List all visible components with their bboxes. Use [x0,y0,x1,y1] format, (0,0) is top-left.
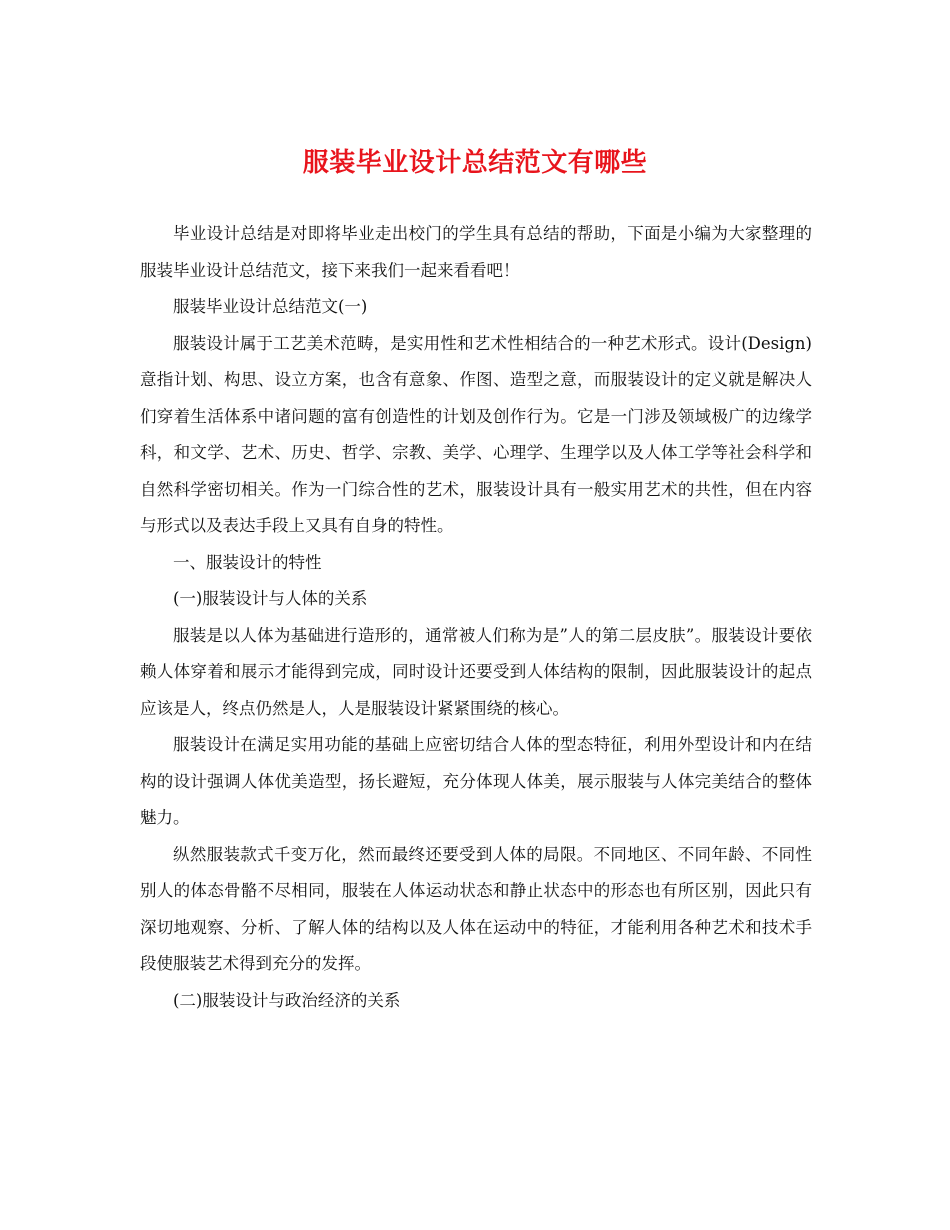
section-heading-1: 一、服装设计的特性 [173,552,322,572]
body-paragraph: 服装设计属于工艺美术范畴，是实用性和艺术性相结合的一种艺术形式。设计(Design)意指计划、构思、设立方案，也含有意象、作图、造型之意，而服装设计的定义就是解决人们穿着生活体系中诸问题的富有创造性的计划及创作行为。它是一门涉及领域极广的边缘学科，和文学、艺术、历史、哲学、宗教、美学、心理学、生理学以及人体工学等社会科学和自然科学密切相关。作为一门综合性的艺术，服装设计具有一般实用艺术的共性，但在内容与形式以及表达手段上又具有自身的特性。 [140,333,812,535]
subsection-heading-1: (一)服装设计与人体的关系 [173,589,368,608]
document-body [140,216,812,1019]
intro-paragraph: 毕业设计总结是对即将毕业走出校门的学生具有总结的帮助，下面是小编为大家整理的服装毕业设计总结范文，接下来我们一起来看看吧！ [140,224,812,280]
body-paragraph: 服装是以人体为基础进行造形的，通常被人们称为是”人的第二层皮肤”。服装设计要依赖人体穿着和展示才能得到完成，同时设计还要受到人体结构的限制，因此服装设计的起点应该是人，终点仍然是人，人是服装设计紧紧围绕的核心。 [140,625,812,718]
body-paragraph: 服装设计在满足实用功能的基础上应密切结合人体的型态特征，利用外型设计和内在结构的设计强调人体优美造型，扬长避短，充分体现人体美，展示服装与人体完美结合的整体魅力。 [140,735,812,827]
subsection-heading-2: (二)服装设计与政治经济的关系 [173,990,401,1010]
section-heading-example-1: 服装毕业设计总结范文(一) [173,297,368,316]
body-paragraph: 纵然服装款式千变万化，然而最终还要受到人体的局限。不同地区、不同年龄、不同性别人的体态骨骼不尽相同，服装在人体运动状态和静止状态中的形态也有所区别，因此只有深切地观察、分析、了解人体的结构以及人体在运动中的特征，才能利用各种艺术和技术手段使服装艺术得到充分的发挥。 [140,844,812,973]
document-title: 服装毕业设计总结范文有哪些 [302,148,648,178]
